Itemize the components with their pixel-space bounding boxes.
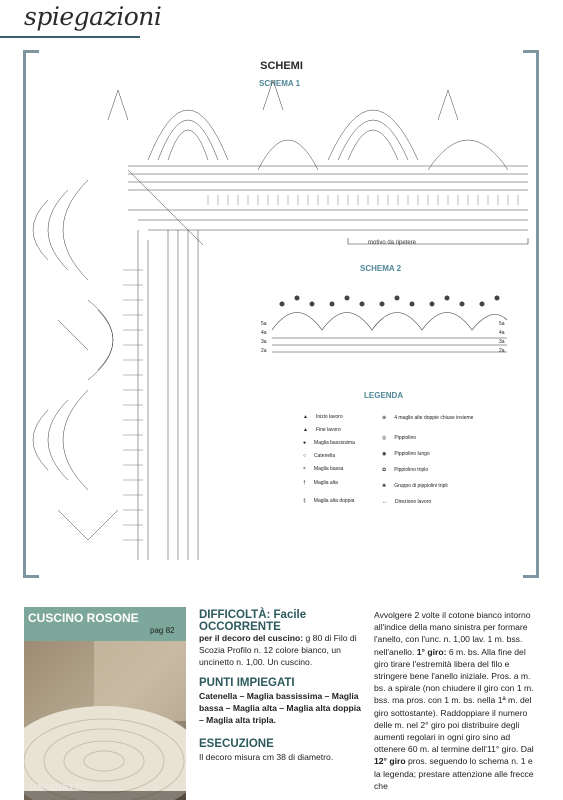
schema2-left-row: 2a <box>261 348 267 354</box>
double-crochet-icon: † <box>303 480 306 486</box>
slip-stitch-icon: ● <box>303 439 307 446</box>
direction-arrow-icon: ↔ <box>382 499 387 505</box>
legend-item: ⊕ 4 maglie alte doppie chiuse insieme <box>382 415 474 421</box>
cluster-icon: ⊕ <box>382 415 387 421</box>
legend-item: ‡ Maglia alta doppia <box>303 498 355 504</box>
legend-item: ▲ Inizio lavoro <box>303 413 343 420</box>
instructions-text: Avvolgere 2 volte il cotone bianco intorno all'indice della mano sinistra per formare l'anello, con l'unc. n. 1,00 lav. 1 m. bss. nell'anello. 1° giro: 6 m. bs. Alla fine del giro tirare l'estremità libera del filo e stringere bene l'anello iniziale. Pros. a m. bs. a spirale (non chiudere il giro con 1 m. bss. ma pros. con 1 m. bs. nella 1ª m. del giro sottostante). Raddoppiare il numero delle m. nel 2° giro poi distribuire degli aumenti regolari in ogni giro sino ad ottenere 60 m. al termine dell'11° giro. Dal 12° giro pros. seguendo lo schema n. 1 e la legenda; prestare attenzione alle frecce che <box>374 610 534 791</box>
photo-caption: UNCINETTO <box>30 783 88 792</box>
diagram-title: SCHEMI <box>260 60 303 72</box>
schema2-row: 3a <box>499 339 505 345</box>
schema2-row: 4a <box>499 330 505 336</box>
legend-item: ◎ Pippiolino <box>382 435 417 441</box>
stitches-text: Catenella – Maglia bassissima – Maglia bassa – Maglia alta – Maglia alta doppia – Maglia alta tripla. <box>199 691 361 726</box>
picot-group-icon: ❀ <box>382 483 387 489</box>
schema2-label: SCHEMA 2 <box>360 264 402 273</box>
legend-item: ● Maglia bassissima <box>303 439 355 446</box>
treble-crochet-icon: ‡ <box>303 498 306 504</box>
crochet-chart-schema2 <box>262 290 512 360</box>
header-rule <box>0 36 140 38</box>
schema2-row: 2a <box>499 348 505 354</box>
execution-heading: ESECUZIONE <box>199 738 274 750</box>
legend-item: ◉ Pippiolino lungo <box>382 451 430 457</box>
frame-gap-bottom <box>39 574 523 582</box>
card-title: CUSCINO ROSONE <box>28 611 139 625</box>
execution-text: Il decoro misura cm 38 di diametro. <box>199 752 334 762</box>
cushion-photo <box>24 641 186 800</box>
legend-item: ○ Catenella <box>303 452 336 459</box>
end-icon: ▲ <box>303 426 308 433</box>
single-crochet-icon: × <box>303 465 306 472</box>
legend-item: ▲ Fine lavoro <box>303 426 341 433</box>
stitches-heading: PUNTI IMPIEGATI <box>199 677 295 689</box>
picot-icon: ◎ <box>382 435 387 441</box>
legend-item: ↔ Direzione lavoro <box>382 499 432 505</box>
chain-icon: ○ <box>303 452 307 459</box>
start-icon: ▲ <box>303 413 308 420</box>
schema2-row: 5a <box>499 321 505 327</box>
frame-gap-top <box>39 46 523 54</box>
schema2-left-rows <box>261 320 267 356</box>
card-page: pag 82 <box>150 626 175 635</box>
long-picot-icon: ◉ <box>382 451 387 457</box>
section-title: spiegazioni <box>24 2 162 31</box>
difficulty-heading: DIFFICOLTÀ: Facile OCCORRENTE <box>199 609 307 633</box>
legend-item: × Maglia bassa <box>303 465 344 472</box>
legend-left <box>303 410 373 511</box>
legend-title: LEGENDA <box>364 391 404 400</box>
materials-text: per il decoro del cuscino: g 80 di Filo di Scozia Profilo n. 12 colore bianco, un uncinetto n. 1,00. Un cuscino. <box>199 633 357 668</box>
schema2-right-rows <box>499 320 505 356</box>
schema2-left-row: 4a <box>261 330 267 336</box>
legend-right <box>382 406 500 510</box>
schema2-left-row: 5a <box>261 321 267 327</box>
legend-item: ❀ Gruppo di pippiolini tripli <box>382 483 448 489</box>
schema1-label: SCHEMA 1 <box>259 79 301 88</box>
legend-item: † Maglia alta <box>303 480 338 486</box>
repeat-label: motivo da ripetere <box>368 240 417 246</box>
schema2-left-row: 3a <box>261 339 267 345</box>
triple-picot-icon: ✿ <box>382 467 387 473</box>
legend-item: ✿ Pippiolino triplo <box>382 467 429 473</box>
